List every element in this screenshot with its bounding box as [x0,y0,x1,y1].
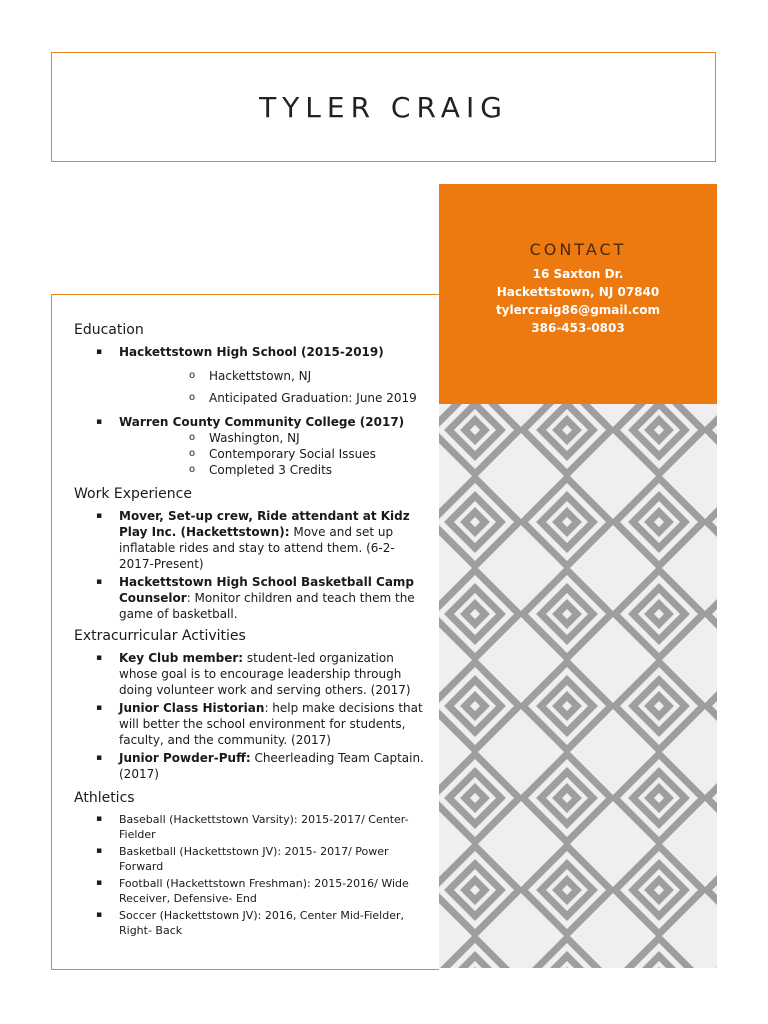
list-item [74,414,424,478]
sub-list [119,368,424,406]
list-item: ▪ Baseball (Hackettstown Varsity): 2015-2017/ Center-Fielder [74,812,424,842]
resume-body [74,322,424,940]
extracurricular-heading: Extracurricular Activities [74,628,246,644]
list-item: ▪ Football (Hackettstown Freshman): 2015-2016/ Wide Receiver, Defensive- End [74,876,424,906]
work-list [74,508,424,622]
work-experience-heading: Work Experience [74,486,192,502]
activity-title: Junior Powder-Puff: [119,751,251,765]
greek-key-pattern [439,404,717,968]
list-item: ▪ Basketball (Hackettstown JV): 2015- 2017/ Power Forward [74,844,424,874]
list-item [74,574,424,622]
athletics-list [74,812,424,938]
athletics-heading: Athletics [74,790,135,806]
contact-email: tylercraig86@gmail.com [495,303,661,317]
list-item [74,508,424,572]
education-list [74,344,424,478]
contact-panel [439,184,717,404]
contact-title: CONTACT [529,240,627,259]
list-item [74,344,424,406]
school-name: Hackettstown High School (2015-2019) [119,345,384,359]
job-description: : Monitor children and teach them the game of basketball. [119,591,415,621]
job-title: Hackettstown High School Basketball Camp Counselor [119,575,415,605]
activity-description: : help make decisions that will better the school environment for students, faculty, and the community. (2017) [119,701,423,747]
list-item: ▪ Soccer (Hackettstown JV): 2016, Center Mid-Fielder, Right- Back [74,908,424,938]
sub-list-item: o Hackettstown, NJ [119,368,424,384]
list-item [74,650,424,698]
job-title: Mover, Set-up crew, Ride attendant at Kidz Play Inc. (Hackettstown): [119,509,410,539]
contact-phone: 386-453-0803 [531,321,625,335]
activity-title: Junior Class Historian [119,701,265,715]
job-description: Move and set up inflatable rides and stay to attend them. (6-2-2017-Present) [119,525,395,571]
sub-list [119,430,424,478]
school-name: Warren County Community College (2017) [119,415,405,429]
sub-list-item: o Contemporary Social Issues [119,446,424,462]
activity-title: Key Club member: [119,651,244,665]
list-item [74,700,424,748]
decorative-pattern-panel [439,404,717,968]
contact-address-line2: Hackettstown, NJ 07840 [496,285,660,299]
list-item [74,750,424,782]
extracurricular-list [74,650,424,782]
sub-list-item: o Anticipated Graduation: June 2019 [119,390,424,406]
contact-address-line1: 16 Saxton Dr. [532,267,624,281]
page-title: TYLER CRAIG [259,90,508,124]
sub-list-item: o Completed 3 Credits [119,462,424,478]
education-heading: Education [74,322,144,338]
sub-list-item: o Washington, NJ [119,430,424,446]
activity-description: student-led organization whose goal is to encourage leadership through doing volunteer work and serving others. (2017) [119,651,411,697]
activity-description: Cheerleading Team Captain. (2017) [119,751,424,781]
name-header-box [51,52,716,162]
